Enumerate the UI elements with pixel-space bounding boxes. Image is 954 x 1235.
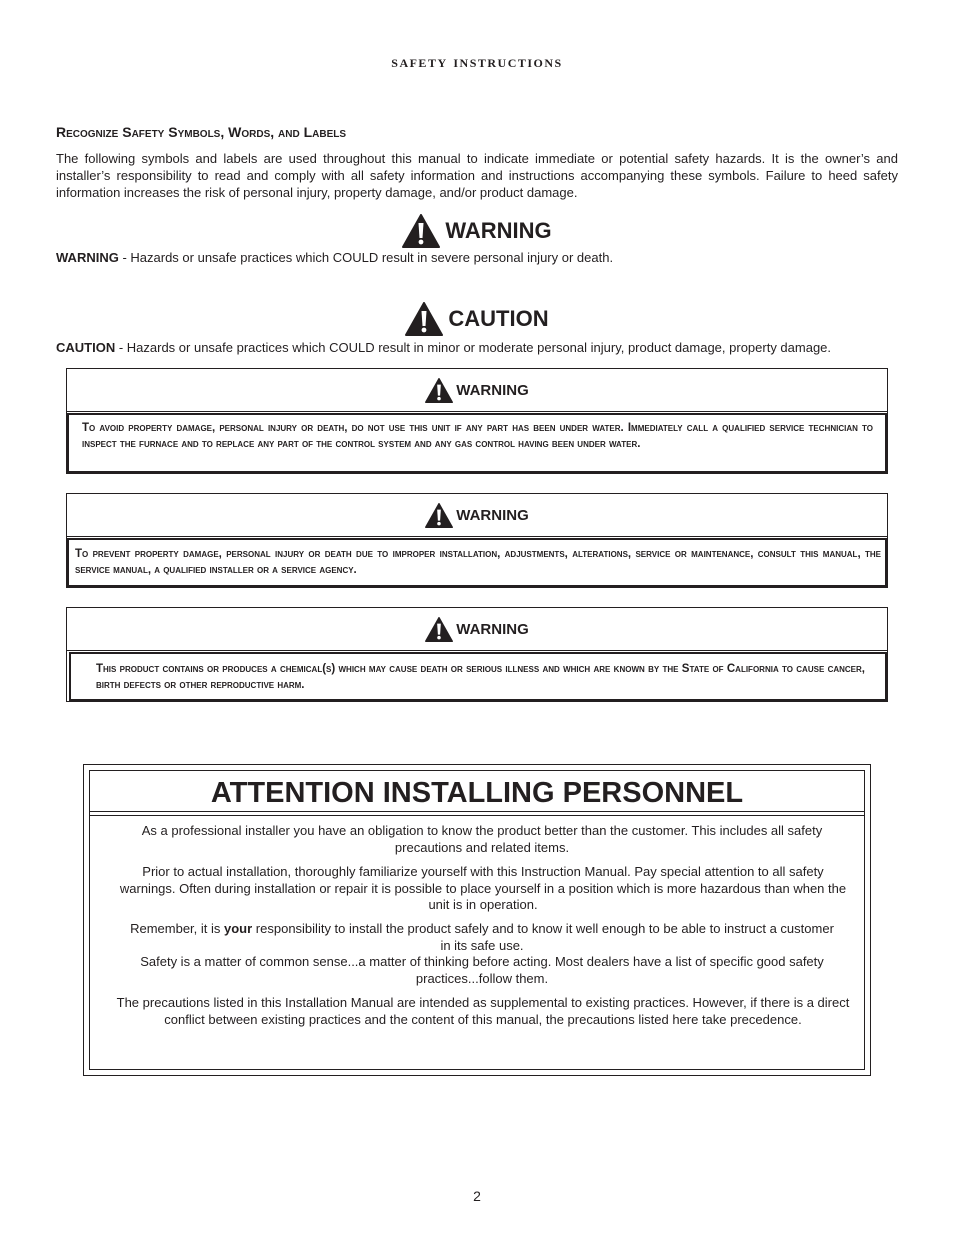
warning-signal-word: WARNING	[445, 218, 552, 243]
warning-box-text: This product contains or produces a chemical(s) which may cause death or serious illness and which are known by the State of California to cause cancer, birth defects or other reproductive harm.	[69, 652, 887, 701]
warning-box-header	[67, 608, 887, 651]
warning-definition	[56, 250, 613, 265]
attention-paragraph: Prior to actual installation, thoroughly familiarize yourself with this Instruction Manual. Pay special attention to all safety warnings. Often during installation or repair it is possible to place yourself in a position which is more hazardous than when the unit is in operation.	[119, 864, 847, 912]
caution-signal	[0, 302, 954, 336]
attention-box	[83, 764, 871, 1076]
caution-signal-word: CAUTION	[448, 306, 549, 331]
warning-triangle-icon	[425, 617, 453, 642]
warning-box	[66, 368, 888, 474]
warning-box	[66, 493, 888, 588]
attention-paragraph: The precautions listed in this Installation Manual are intended as supplemental to existing practices. However, if there is a direct conflict between existing practices and the content of this manual, the precautions listed here take precedence.	[116, 995, 850, 1027]
warning-box-text: To avoid property damage, personal injury or death, do not use this unit if any part has been under water. Immediately call a qualified service technician to inspect the furnace and to replace any part of the control system and any gas control having been under water.	[67, 413, 887, 473]
caution-definition-text: - Hazards or unsafe practices which COULD result in minor or moderate personal injury, product damage, property damage.	[115, 340, 832, 355]
warning-box-label: WARNING	[456, 506, 529, 524]
attention-text: responsibility to install the product safely and to know it well enough to be able to instruct a customer in its safe use.	[252, 921, 834, 953]
intro-paragraph: The following symbols and labels are used throughout this manual to indicate immediate or potential safety hazards. It is the owner’s and installer’s responsibility to read and comply with all safety information and instructions accompanying these symbols. Failure to heed safety information increases the risk of personal injury, property damage, and/or product damage.	[56, 151, 898, 200]
warning-definition-text: - Hazards or unsafe practices which COULD result in severe personal injury or death.	[118, 250, 614, 265]
warning-triangle-icon	[425, 503, 453, 528]
attention-paragraph	[130, 921, 834, 954]
warning-triangle-icon	[405, 302, 443, 336]
attention-title: ATTENTION INSTALLING PERSONNEL	[210, 777, 744, 809]
page-number: 2	[473, 1188, 481, 1204]
caution-term: CAUTION	[56, 340, 116, 355]
warning-box-header	[67, 369, 887, 412]
warning-term: WARNING	[56, 250, 119, 265]
attention-paragraph: As a professional installer you have an obligation to know the product better than the customer. This includes all safety precautions and related items.	[141, 823, 823, 855]
attention-title-rule	[90, 811, 864, 812]
warning-triangle-icon	[402, 214, 440, 248]
warning-triangle-icon	[425, 378, 453, 403]
section-heading: Recognize Safety Symbols, Words, and Labels	[56, 124, 347, 140]
attention-paragraph: Safety is a matter of common sense...a matter of thinking before acting. Most dealers have a list of specific good safety practices...follow them.	[140, 954, 824, 986]
page-header: safety instructions	[391, 52, 563, 71]
attention-box-inner	[89, 770, 865, 1070]
caution-definition	[56, 340, 831, 355]
warning-box	[66, 607, 888, 702]
warning-box-label: WARNING	[456, 620, 529, 638]
warning-signal	[0, 214, 954, 248]
attention-title-rule	[90, 815, 864, 816]
warning-box-label: WARNING	[456, 381, 529, 399]
attention-emphasis: your	[224, 921, 253, 936]
attention-text: Remember, it is	[130, 921, 225, 936]
warning-box-header	[67, 494, 887, 537]
warning-box-text: To prevent property damage, personal injury or death due to improper installation, adjustments, alterations, service or maintenance, consult this manual, the service manual, a qualified installer or a service agency.	[67, 538, 887, 587]
